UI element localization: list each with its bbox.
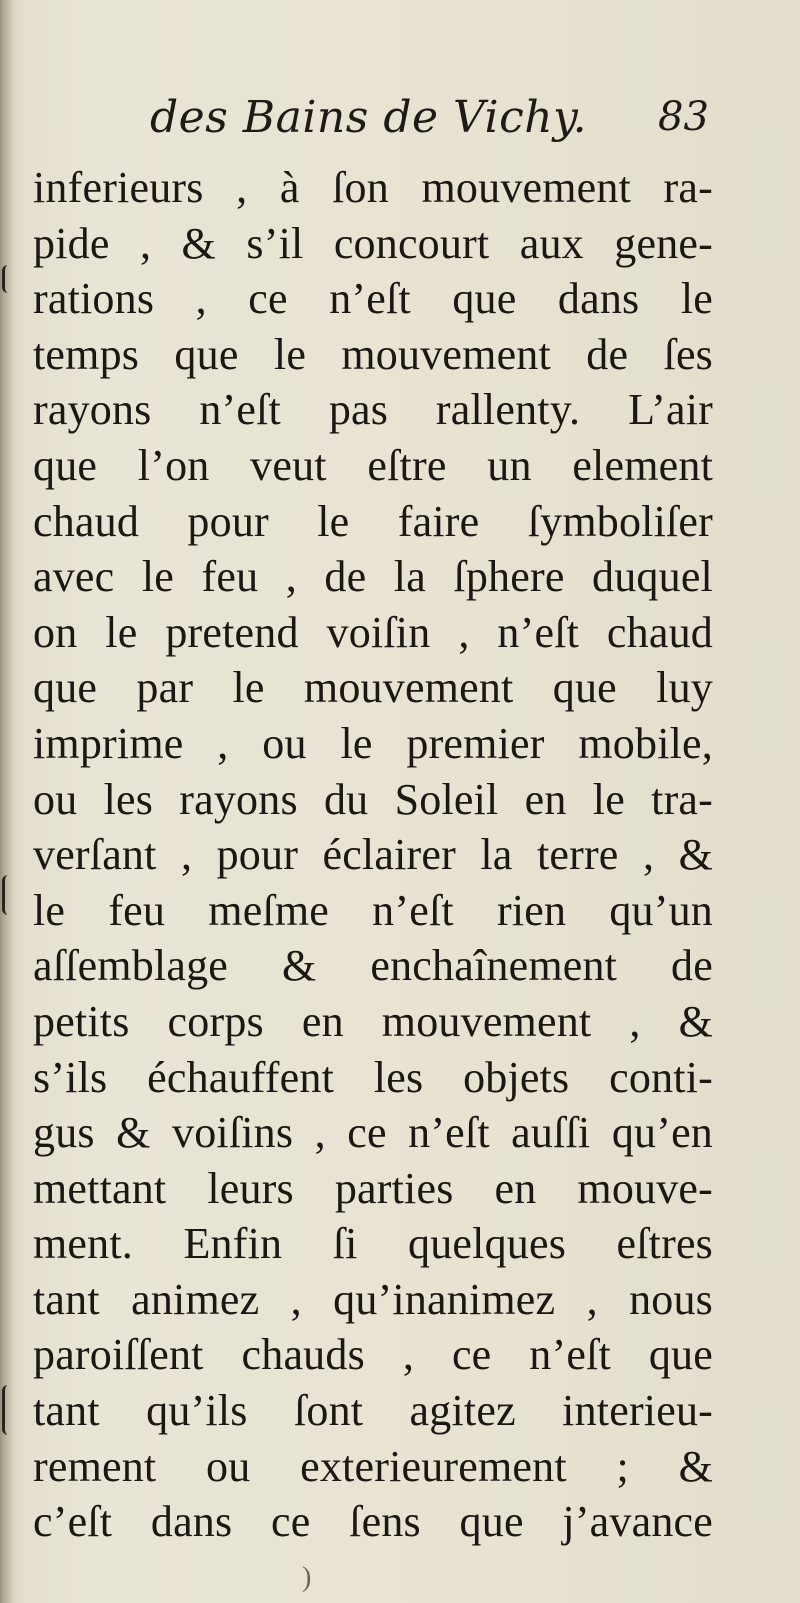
text-line: mettant leurs parties en mouve- — [33, 1163, 713, 1213]
text-line: le feu meſme n’eſt rien qu’un — [33, 885, 713, 935]
gutter-shadow-mark — [2, 265, 11, 293]
text-line: temps que le mouvement de ſes — [33, 329, 713, 379]
text-line: rayons n’eſt pas rallenty. L’air — [33, 385, 713, 435]
text-line: que l’on veut eſtre un element — [33, 440, 713, 490]
text-line: inferieurs , à ſon mouvement ra- — [33, 163, 713, 212]
running-head-title: des Bains de Vichy. — [150, 92, 588, 143]
text-line: rement ou exterieurement ; & — [33, 1441, 713, 1491]
text-line: petits corps en mouvement , & — [33, 996, 713, 1046]
text-line: pide , & s’il concourt aux gene- — [33, 218, 713, 268]
gutter-shadow-mark — [2, 1385, 11, 1435]
text-line: c’eſt dans ce ſens que j’avance — [33, 1497, 713, 1547]
page-number: 83 — [658, 94, 709, 140]
text-line: imprime , ou le premier mobile, — [33, 718, 713, 768]
text-line: on le pretend voiſin , n’eſt chaud — [33, 607, 713, 657]
footer-mark: ) — [302, 1562, 312, 1593]
text-line: rations , ce n’eſt que dans le — [33, 274, 713, 324]
text-line: tant animez , qu’inanimez , nous — [33, 1274, 713, 1324]
text-line: aſſemblage & enchaînement de — [33, 941, 713, 991]
text-line: s’ils échauffent les objets conti- — [33, 1052, 713, 1102]
text-line: gus & voiſins , ce n’eſt auſſi qu’en — [33, 1108, 713, 1158]
gutter-shadow-mark — [2, 875, 11, 915]
body-text — [33, 160, 713, 1550]
text-line: ment. Enfin ſi quelques eſtres — [33, 1219, 713, 1269]
text-line: verſant , pour éclairer la terre , & — [33, 830, 713, 880]
text-line: ou les rayons du Soleil en le tra- — [33, 774, 713, 824]
binding-gutter — [0, 0, 14, 1603]
text-line: que par le mouvement que luy — [33, 663, 713, 713]
text-line: tant qu’ils ſont agitez interieu- — [33, 1386, 713, 1436]
text-line: paroiſſent chauds , ce n’eſt que — [33, 1330, 713, 1380]
text-line: chaud pour le faire ſymboliſer — [33, 496, 713, 546]
running-head — [0, 92, 800, 152]
text-line: avec le feu , de la ſphere duquel — [33, 552, 713, 602]
